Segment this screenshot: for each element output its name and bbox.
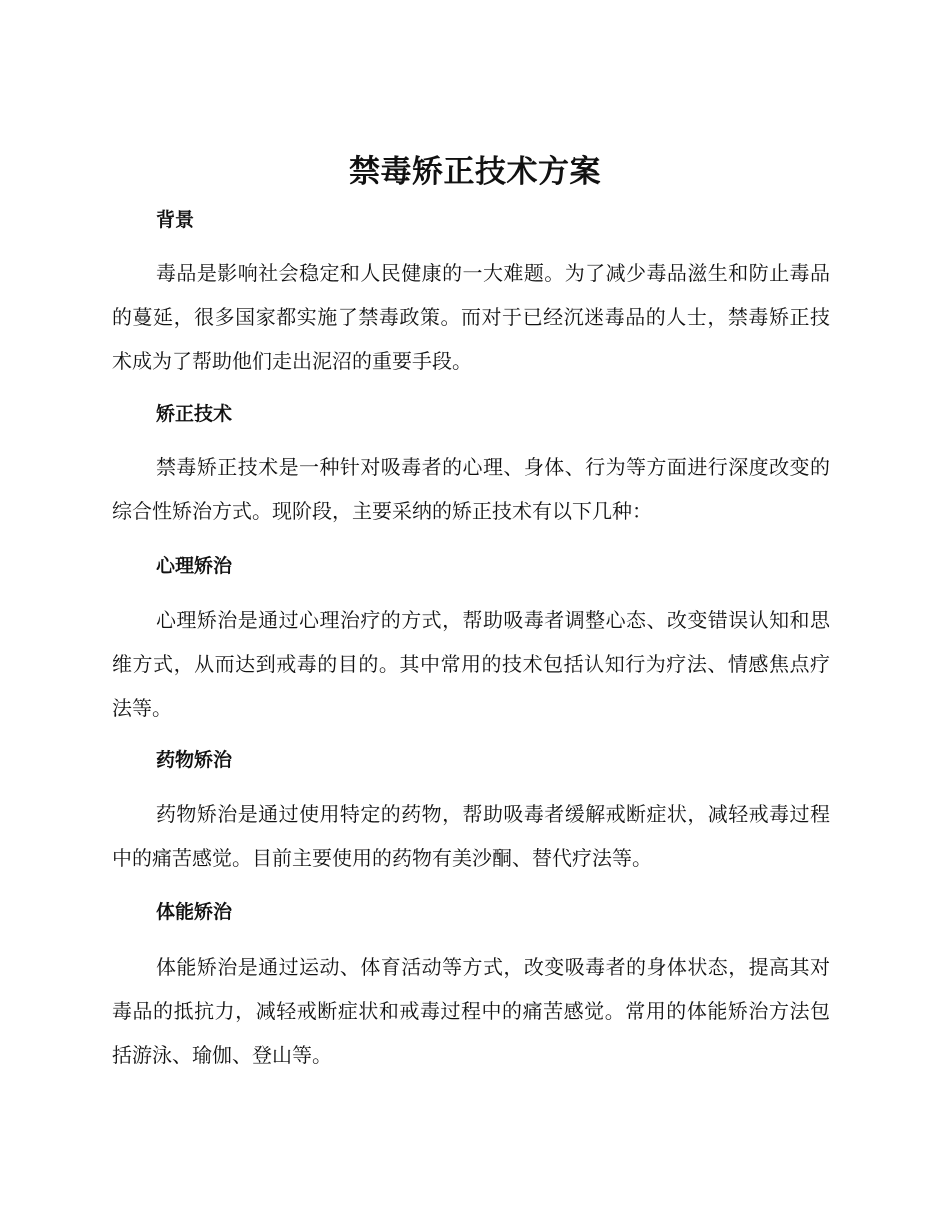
section-paragraph-correction-techniques: 禁毒矫正技术是一种针对吸毒者的心理、身体、行为等方面进行深度改变的综合性矫治方式。现阶段，主要采纳的矫正技术有以下几种： xyxy=(112,455,830,523)
page-title: 禁毒矫正技术方案 xyxy=(349,154,601,190)
section-heading-drug-treatment: 药物矫治 xyxy=(156,749,233,771)
section-paragraph-physical-treatment: 体能矫治是通过运动、体育活动等方式，改变吸毒者的身体状态，提高其对毒品的抵抗力，减轻戒断症状和戒毒过程中的痛苦感觉。常用的体能矫治方法包括游泳、瑜伽、登山等。 xyxy=(112,955,830,1067)
section-paragraph-background: 毒品是影响社会稳定和人民健康的一大难题。为了减少毒品滋生和防止毒品的蔓延，很多国家都实施了禁毒政策。而对于已经沉迷毒品的人士，禁毒矫正技术成为了帮助他们走出泥沼的重要手段。 xyxy=(112,261,830,373)
section-heading-background: 背景 xyxy=(156,209,195,231)
section-heading-physical-treatment: 体能矫治 xyxy=(156,901,233,923)
section-heading-psychological-treatment: 心理矫治 xyxy=(156,555,233,577)
section-paragraph-psychological-treatment: 心理矫治是通过心理治疗的方式，帮助吸毒者调整心态、改变错误认知和思维方式，从而达到戒毒的目的。其中常用的技术包括认知行为疗法、情感焦点疗法等。 xyxy=(112,608,830,720)
section-paragraph-drug-treatment: 药物矫治是通过使用特定的药物，帮助吸毒者缓解戒断症状，减轻戒毒过程中的痛苦感觉。目前主要使用的药物有美沙酮、替代疗法等。 xyxy=(112,802,830,870)
section-heading-correction-techniques: 矫正技术 xyxy=(156,403,233,425)
